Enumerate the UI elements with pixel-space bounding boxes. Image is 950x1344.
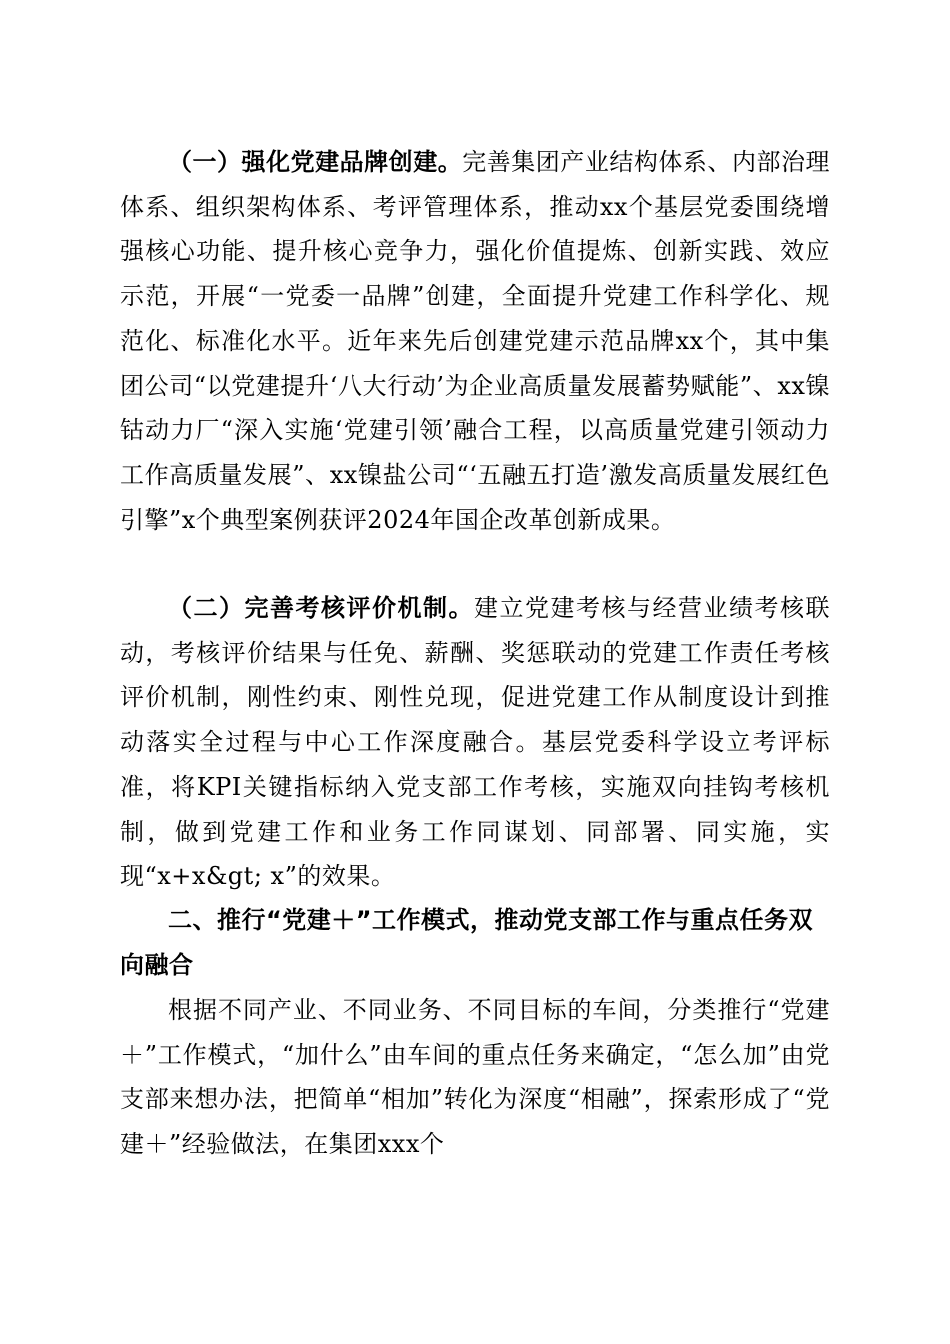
- paragraph-lead-heading: （一）强化党建品牌创建。: [168, 148, 463, 176]
- paragraph-lead-heading: （二）完善考核评价机制。: [168, 594, 474, 622]
- paragraph-brand-building: [120, 140, 830, 542]
- paragraph-party-building-plus: [120, 988, 830, 1167]
- paragraph-body: 根据不同产业、不同业务、不同目标的车间，分类推行“党建＋”工作模式，“加什么”由车间的重点任务来确定，“怎么加”由党支部来想办法，把简单“相加”转化为深度“相融”，探索形成了“党建＋”经验做法，在集团xxx个: [120, 996, 830, 1159]
- section-heading: 二、推行“党建＋”工作模式，推动党支部工作与重点任务双向融合: [120, 906, 814, 979]
- paragraph-body: 建立党建考核与经营业绩考核联动，考核评价结果与任免、薪酬、奖惩联动的党建工作责任考核评价机制，刚性约束、刚性兑现，促进党建工作从制度设计到推动落实全过程与中心工作深度融合。基层党委科学设立考评标准，将KPI关键指标纳入党支部工作考核，实施双向挂钩考核机制，做到党建工作和业务工作同谋划、同部署、同实施，实现“x+x&gt; x”的效果。: [120, 594, 830, 891]
- paragraph-body: 完善集团产业结构体系、内部治理体系、组织架构体系、考评管理体系，推动xx个基层党委围绕增强核心功能、提升核心竞争力，强化价值提炼、创新实践、效应示范，开展“一党委一品牌”创建，全面提升党建工作科学化、规范化、标准化水平。近年来先后创建党建示范品牌xx个，其中集团公司“以党建提升‘八大行动’为企业高质量发展蓄势赋能”、xx镍钴动力厂“深入实施‘党建引领’融合工程，以高质量党建引领动力工作高质量发展”、xx镍盐公司“‘五融五打造’激发高质量发展红色引擎”x个典型案例获评2024年国企改革创新成果。: [120, 148, 831, 534]
- paragraph-evaluation-mechanism: [120, 586, 830, 899]
